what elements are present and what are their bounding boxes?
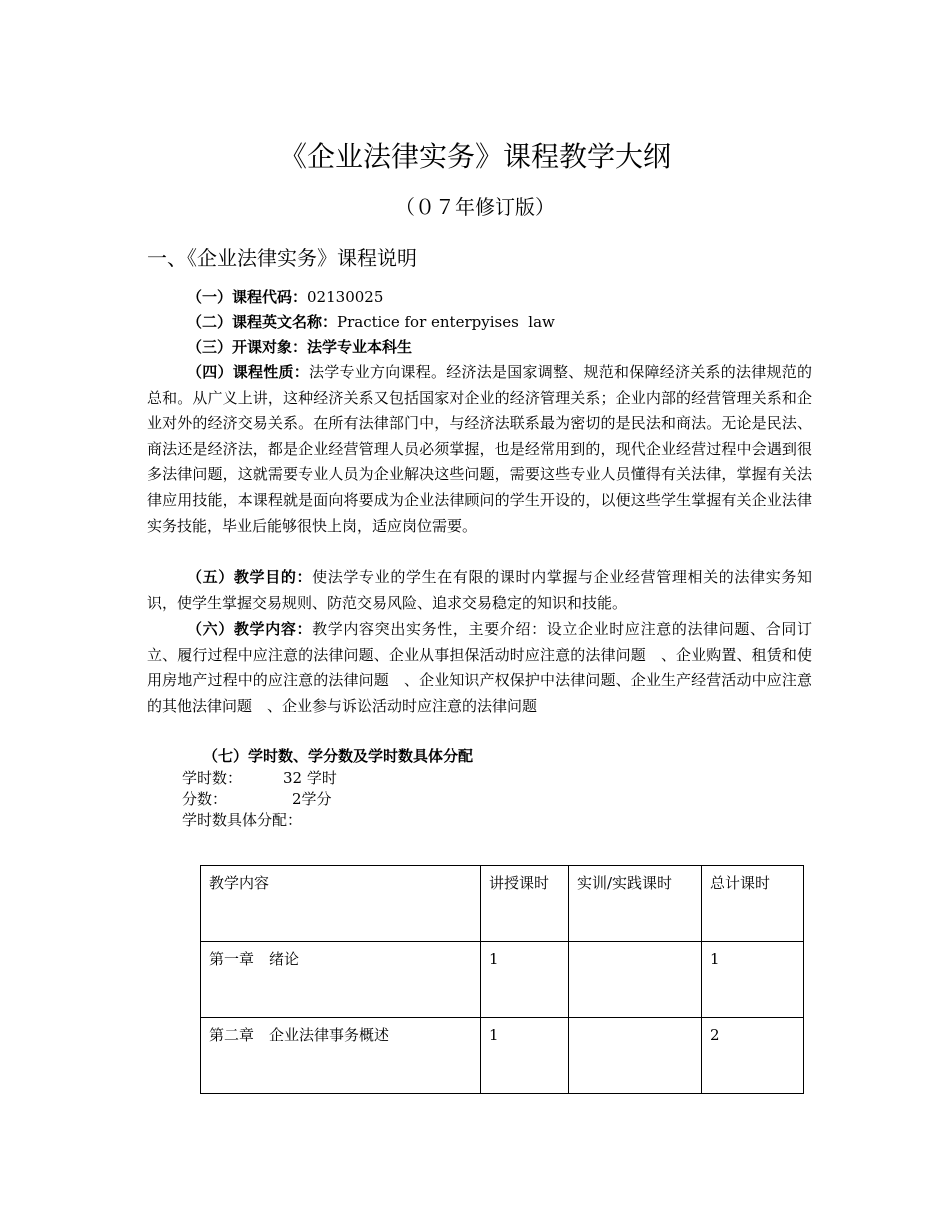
section-heading: 一、《企业法律实务》课程说明 [147,246,417,270]
teaching-content-text: 教学内容突出实务性，主要介绍：设立企业时应注意的法律问题、合同订立、履行过程中应注意的法律问题、企业从事担保活动时应注意的法律问题 、企业购置、租赁和使用房地产过程中的应注意的法律问题 、企业知识产权保护中法律问题、企业生产经营活动中应注意的其他法律问题 、企业参与诉讼活动时应注意的法律问题 [147,620,812,715]
table-cell: 1 [481,1018,569,1094]
table-row [201,942,804,1018]
audience-item [147,335,812,361]
course-code-item [147,285,812,311]
hours-line [182,767,337,789]
distribution-line [182,809,302,831]
teaching-content-item [147,617,812,719]
course-nature-item [147,360,812,539]
document-title: 《企业法律实务》课程教学大纲 [278,140,671,173]
item-label: （六）教学内容： [187,620,313,638]
item-label: （五）教学目的： [187,568,313,586]
table-header-cell: 讲授课时 [481,866,569,942]
table-cell: 第二章 企业法律事务概述 [201,1018,481,1094]
table-cell: 1 [481,942,569,1018]
teaching-purpose-text: 使法学专业的学生在有限的课时内掌握与企业经营管理相关的法律实务知识，使学生掌握交易规则、防范交易风险、追求交易稳定的知识和技能。 [147,568,812,612]
course-nature-text: 法学专业方向课程。经济法是国家调整、规范和保障经济关系的法律规范的总和。从广义上讲，这种经济关系又包括国家对企业的经济管理关系；企业内部的经营管理关系和企业对外的经济交易关系。在所有法律部门中，与经济法联系最为密切的是民法和商法。无论是民法、商法还是经济法，都是企业经营管理人员必须掌握，也是经常用到的，现代企业经营过程中会遇到很多法律问题，这就需要专业人员为企业解决这些问题，需要这些专业人员懂得有关法律，掌握有关法律应用技能，本课程就是面向将要成为企业法律顾问的学生开设的，以便这些学生掌握有关企业法律实务技能，毕业后能够很快上岗，适应岗位需要。 [147,363,812,535]
item-label: （一）课程代码： [187,288,308,306]
hours-label: 学时数： [182,769,243,787]
item-label: （四）课程性质： [187,363,309,381]
table-cell [569,1018,702,1094]
hours-table [200,865,804,1094]
hours-value: 32 学时 [283,769,337,787]
document-subtitle: （０７年修订版） [395,195,555,219]
table-cell: 1 [702,942,804,1018]
table-header-row [201,866,804,942]
table-row [201,1018,804,1094]
course-code-value: 02130025 [307,288,384,306]
distribution-label: 学时数具体分配： [182,811,303,829]
item-label: （三）开课对象： [187,338,308,356]
credits-line [182,788,332,810]
table-cell: 第一章 绪论 [201,942,481,1018]
table-cell [569,942,702,1018]
table-header-cell: 实训/实践课时 [569,866,702,942]
table-cell: 2 [702,1018,804,1094]
item-label: （二）课程英文名称： [187,313,338,331]
credits-label: 分数： [182,790,228,808]
audience-value: 法学专业本科生 [307,338,413,356]
table-header-cell: 总计课时 [702,866,804,942]
credits-value: 2学分 [292,790,332,808]
teaching-purpose-item [147,565,812,616]
english-name-value: Practice for enterpyises law [337,313,555,331]
english-name-item [147,310,812,336]
hours-allocation-heading: （七）学时数、学分数及学时数具体分配 [203,747,474,765]
table-header-cell: 教学内容 [201,866,481,942]
